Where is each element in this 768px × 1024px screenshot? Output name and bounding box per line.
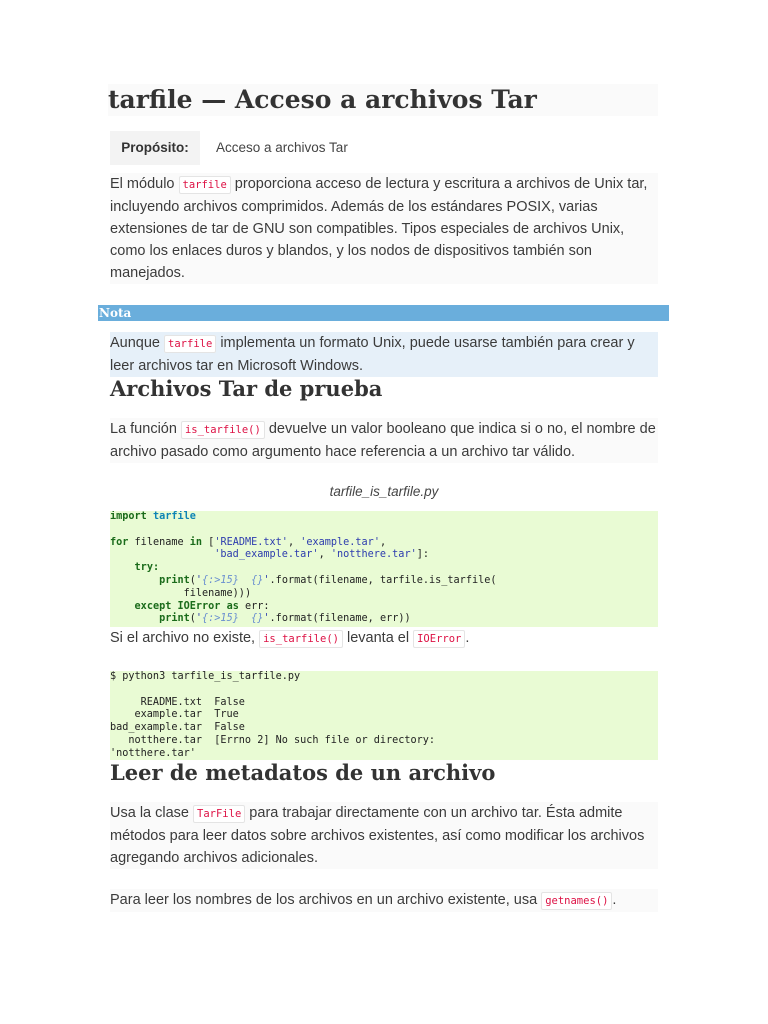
code-keyword: print: [159, 613, 190, 625]
inline-code-tarfile: tarfile: [179, 176, 231, 194]
code-caption: tarfile_is_tarfile.py: [329, 484, 439, 499]
code-keyword: for: [110, 536, 129, 548]
after-code-text-before: Si el archivo no existe,: [110, 630, 260, 646]
code-string: 'README.txt': [214, 536, 288, 548]
code-format-spec: {}: [251, 574, 264, 586]
section2-text-before: Para leer los nombres de los archivos en un archivo existente, usa: [110, 892, 542, 908]
code-format-spec: {:>15}: [202, 574, 239, 586]
inline-code-is-tarfile: is_tarfile(): [181, 421, 265, 439]
note-body: [110, 332, 658, 377]
section2-text-after: para trabajar directamente con un archivo tar. Ésta admite métodos para leer datos sobre archivos existentes, así como modificar los archivos agregando archivos adicionales.: [110, 805, 645, 866]
page-title: tarfile — Acceso a archivos Tar: [108, 84, 658, 116]
code-string: 'bad_example.tar': [214, 549, 319, 561]
intro-paragraph: [110, 173, 658, 284]
code-keyword: try:: [134, 562, 160, 574]
code-keyword: import: [110, 511, 147, 522]
after-code-text-after: .: [465, 630, 470, 646]
inline-code-ioerror: IOError: [413, 630, 465, 648]
inline-code-getnames: getnames(): [541, 892, 612, 910]
intro-text-after: proporciona acceso de lectura y escritura a archivos de Unix tar, incluyendo archivos comprimidos. Además de los estándares POSIX, varias extensiones de tar de GNU son compatibles. Tipos especiales de archivos Unix, como los enlaces duros y blandos, y los nodos de dispositivos también son manejados.: [110, 176, 648, 281]
note-heading: Nota: [98, 305, 669, 321]
code-module: tarfile: [152, 511, 196, 522]
code-format-spec: {}: [251, 613, 264, 625]
code-string: 'notthere.tar': [330, 549, 417, 561]
section2-text-after: .: [612, 892, 617, 908]
code-text: .format(filename, err)): [269, 613, 411, 625]
section1-text-after: devuelve un valor booleano que indica si o no, el nombre de archivo pasado como argumento hace referencia a un archivo tar válido.: [110, 421, 656, 460]
section2-paragraph-1: [110, 802, 658, 869]
intro-text-before: El módulo: [110, 176, 179, 192]
purpose-value: Acceso a archivos Tar: [216, 140, 348, 155]
code-keyword: in: [189, 536, 203, 548]
section-heading-leer-metadatos: Leer de metadatos de un archivo: [110, 760, 496, 785]
section-heading-archivos-tar: Archivos Tar de prueba: [110, 376, 383, 401]
code-format-spec: {:>15}: [202, 613, 239, 625]
purpose-label: Propósito:: [110, 131, 200, 165]
output-block: $ python3 tarfile_is_tarfile.py README.txt False example.tar True bad_example.tar False notthere.tar [Errno 2] No such file or directory: 'notthere.tar': [110, 671, 658, 760]
after-code-text-middle: levanta el: [342, 630, 414, 646]
note-text-after: implementa un formato Unix, puede usarse también para crear y leer archivos tar en Microsoft Windows.: [110, 335, 635, 374]
inline-code-tarfile: tarfile: [164, 335, 216, 353]
inline-code-is-tarfile: is_tarfile(): [259, 630, 343, 648]
code-keyword: print: [159, 574, 190, 586]
note-text-before: Aunque: [110, 335, 165, 351]
code-block-is-tarfile: import tarfile for filename in ['README.txt', 'example.tar', 'bad_example.tar', 'notthere.tar']: try: print('{:>15} {}'.format(filename, tarfile.is_tarfile( filename))) except IOError as err: print('{:>15} {}'.format(filename, err)): [110, 511, 658, 627]
code-text: err:: [245, 600, 270, 612]
section2-text-before: Usa la clase: [110, 805, 194, 821]
section2-paragraph-2: [110, 889, 658, 912]
section1-paragraph: [110, 418, 658, 463]
code-string: 'example.tar': [300, 536, 380, 548]
code-variable: filename: [134, 536, 184, 548]
code-keyword: as: [226, 600, 239, 612]
code-text: .format(filename, tarfile.is_tarfile(: [269, 574, 497, 586]
code-text: filename))): [183, 587, 252, 599]
inline-code-tarfile-class: TarFile: [193, 805, 245, 823]
section1-text-before: La función: [110, 421, 181, 437]
code-exception: IOError: [177, 600, 221, 612]
after-code-paragraph: [110, 627, 658, 650]
code-keyword: except: [134, 600, 172, 612]
